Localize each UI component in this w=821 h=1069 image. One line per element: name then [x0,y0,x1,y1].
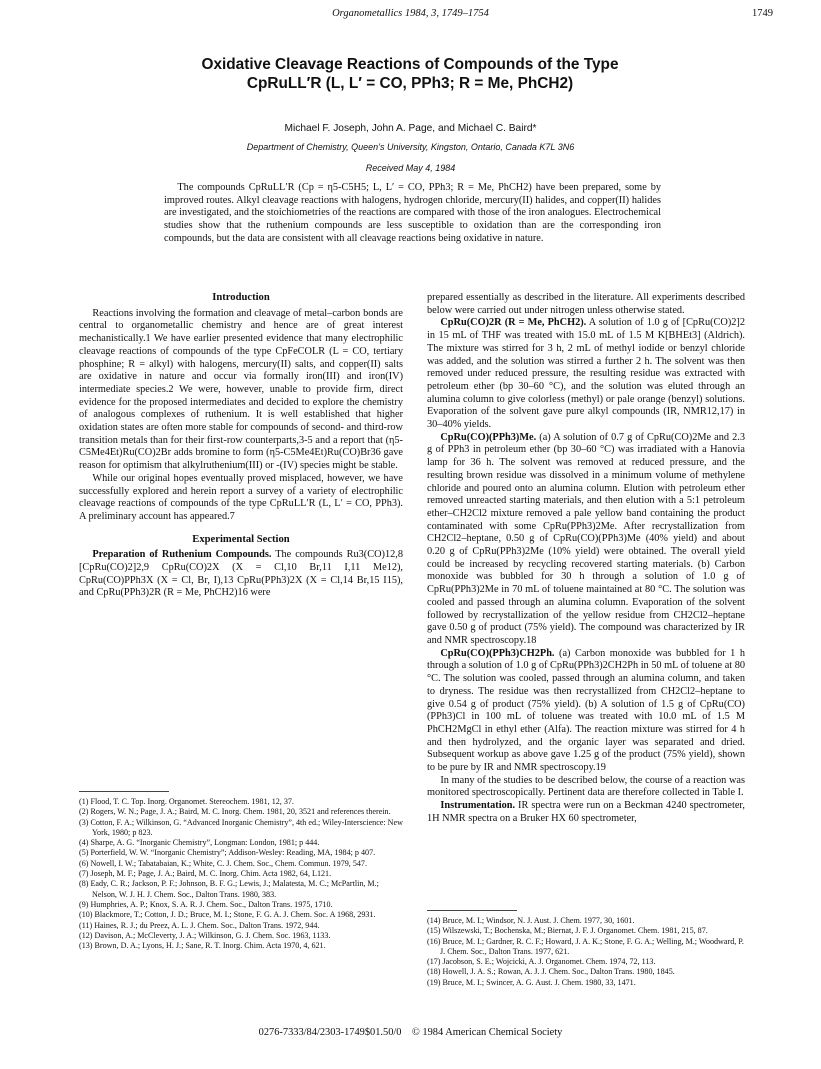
footnote-entry: (6) Nowell, I. W.; Tabatabaian, K.; White, C. J. Chem. Soc., Chem. Commun. 1979, 547. [79,858,368,868]
footnote-entry: (15) Wilszewski, T.; Bochenska, M.; Biernat, J. F. J. Organomet. Chem. 1981, 215, 87. [427,926,708,936]
footnote-entry: (1) Flood, T. C. Top. Inorg. Organomet. Stereochem. 1981, 12, 37. [79,797,294,806]
procedure-heading-1: CpRu(CO)2R (R = Me, PhCH2). [440,317,587,329]
title-line-1: Oxidative Cleavage Reactions of Compounds of the Type [201,56,619,73]
preparation-text: The compounds Ru3(CO)12,8 [CpRu(CO)2]2,9 CpRu(CO)2X (X = Cl,10 Br,11 I,11 Me12), CpRu(CO)PPh3X (X = Cl, Br, I),13 CpRu(PPh3)2X (X = Cl,14 Br,15 I15), and CpRu(PPh3)2R (R = Me, PhCH2)16 were [79,549,403,599]
left-column [79,292,403,600]
title-line-2: CpRuLL′R (L, L′ = CO, PPh3; R = Me, PhCH2) [246,75,574,92]
page-number: 1749 [752,8,773,19]
instrumentation-paragraph [427,800,745,825]
abstract [164,182,661,246]
footnote-rule-right [427,910,517,911]
footnote-entry: (3) Cotton, F. A.; Wilkinson, G. “Advanced Inorganic Chemistry”, 4th ed.; Wiley-Interscience: New York, 1980; p 823. [79,817,403,837]
footnote-entry: (16) Bruce, M. I.; Gardner, R. C. F.; Howard, J. A. K.; Stone, F. G. A.; Welling, M.; Woodward, P. J. Chem. Soc., Dalton Trans. 1977, 621. [427,936,744,956]
right-column [427,292,745,826]
procedure-cpru-co2r [427,317,745,431]
abstract-text: The compounds CpRuLL′R (Cp = η5-C5H5; L, L′ = CO, PPh3; R = Me, PhCH2) have been prepared, some by improved routes. Alkyl cleavage reactions with halogens, hydrogen chloride, mercury(II) halides, and copper(II) halides are investigated, and the stoichiometries of the reactions are compared with those of the iron analogues. Electrochemical studies show that the ruthenium compounds are less susceptible to oxidation than are the corresponding iron compounds, but the data are consistent with all cleavage reactions being oxidative in nature. [164,182,661,244]
footnotes-right [427,916,745,988]
footnote-entry: (14) Bruce, M. I.; Windsor, N. J. Aust. J. Chem. 1977, 30, 1601. [427,916,635,925]
author-list: Michael F. Joseph, John A. Page, and Michael C. Baird* [284,123,537,134]
instrumentation-subheading: Instrumentation. [440,800,516,812]
copyright-notice: © 1984 American Chemical Society [411,1027,563,1038]
experimental-continuation: prepared essentially as described in the literature. All experiments described below were carried out under nitrogen unless otherwise stated. [427,292,745,316]
intro-paragraph-2: While our original hopes eventually proved misplaced, however, we have successfully explored and herein report a survey of a variety of electrophilic cleavage reactions of compounds of the type CpRuLL′R (L, L′ = CO, PPh3). A preliminary account has appeared.7 [79,472,403,522]
introduction-heading: Introduction [212,292,270,303]
footnote-entry: (19) Bruce, M. I.; Swincer, A. G. Aust. J. Chem. 1980, 33, 1471. [427,977,636,987]
preparation-subheading: Preparation of Ruthenium Compounds. [92,549,272,561]
received-date: Received May 4, 1984 [365,163,456,173]
intro-paragraph-1: Reactions involving the formation and cleavage of metal–carbon bonds are central to organometallic chemistry and hence are of great interest mechanistically.1 We have earlier presented evidence that many electrophilic cleavage reactions of compounds of the type CpFeCOLR (L = CO, tertiary phosphine; R = alkyl) with halogens, mercury(II) salts, and copper(II) salts are oxidative in nature and occur via formally iron(III) and iron(IV) intermediate species.2 We were, however, unable to provide firm, direct evidence for the proposed intermediates and decided to explore the chemistry of analogous complexes of ruthenium. It is well established that higher oxidation states are often more stable for compounds of second- and third-row transition metals than for their first-row counterparts,3-5 and a report that (η5-C5Me4Et)Ru(CO)2Br adds bromine to form (η5-C5Me4Et)Ru(CO)Br36 gave reason for optimism that alkylruthenium(III) or -(IV) species might be stable. [79,307,403,472]
monitoring-paragraph: In many of the studies to be described below, the course of a reaction was monitored spectroscopically. Pertinent data are therefore collected in Table I. [427,774,745,799]
footnote-entry: (2) Rogers, W. N.; Page, J. A.; Baird, M. C. Inorg. Chem. 1981, 20, 3521 and references therein. [79,807,391,817]
journal-citation: Organometallics 1984, 3, 1749–1754 [332,8,489,19]
experimental-heading: Experimental Section [192,533,290,545]
footnote-entry: (9) Humphries, A. P.; Knox, S. A. R. J. Chem. Soc., Dalton Trans. 1975, 1710. [79,899,333,909]
procedure-text-2: (a) A solution of 0.7 g of CpRu(CO)2Me and 2.3 g of PPh3 in petroleum ether (bp 30–60 °C) was irradiated with a Hanovia lamp for 36 h. The solvent was removed at reduced pressure, and the resulting brown residue was dissolved in a minimum volume of methylene chloride and poured onto an alumina column. Elution with petroleum ether removed unreacted starting materials, and then elution with a 5:1 petroleum ether–CH2Cl2 mixture removed a pale yellow band containing the product contaminated with some CpRu(PPh3)2Me. After recrystallization from CH2Cl2–heptane, 0.50 g of CpRu(CO)(PPh3)Me (40% yield) and about 0.20 g of CpRu(PPh3)2Me (10% yield) were obtained. The overall yield could be increased by recycling recovered starting materials. (b) Carbon monoxide was bubbled for 30 h through a solution of 1.0 g of CpRu(PPh3)2Me in 70 mL of toluene maintained at 80 °C. The solution was cooled and passed through an alumina column. Evaporation of the solvent followed by recrystallization of the yellow residue from CH2Cl2–heptane gave 0.50 g of product (75% yield). The compound was characterized by IR and NMR spectroscopy.18 [427,431,745,646]
footnote-rule-left [79,791,169,792]
footnote-entry: (8) Eady, C. R.; Jackson, P. F.; Johnson, B. F. G.; Lewis, J.; Malatesta, M. C.; McPartlin, M.; Nelson, W. J. H. J. Chem. Soc., Dalton Trans. 1980, 383. [79,879,379,899]
preparation-paragraph [79,549,403,600]
footnote-entry: (17) Jacobson, S. E.; Wojcicki, A. J. Organomet. Chem. 1974, 72, 113. [427,957,656,967]
article-title [60,55,760,93]
footnote-entry: (7) Joseph, M. F.; Page, J. A.; Baird, M. C. Inorg. Chim. Acta 1982, 64, L121. [79,869,332,879]
procedure-text-3: (a) Carbon monoxide was bubbled for 1 h through a solution of 1.0 g of CpRu(PPh3)2CH2Ph in 50 mL of toluene at 80 °C. The solution was cooled, passed through an alumina column, and taken to dryness. The residue was then recrystallized from CH2Cl2–heptane to give 0.54 g of product (75% yield). (b) A solution of 1.5 g of CpRu(CO)(PPh3)Cl in 100 mL of toluene was treated with 10.0 mL of 1.5 M PhCH2MgCl in ethyl ether (Alfa). The reaction mixture was stirred for 4 h and then hydrolyzed, and the organic layer was separated and dried. Subsequent workup as above gave 1.25 g of the product (75% yield), shown to be pure by IR and NMR spectroscopy.19 [427,647,745,774]
procedure-text-1: A solution of 1.0 g of [CpRu(CO)2]2 in 15 mL of THF was treated with 15.0 mL of 1.5 M K[BHEt3] (Aldrich). The mixture was stirred for 3 h, 2 mL of methyl iodide or benzyl chloride was added, and the solution was stirred a further 2 h. The solvent was then removed under reduced pressure, the resulting residue was extracted with petroleum ether (bp 30–60 °C), and the solution was eluted through an alumina column to give colorless (methyl) or pale orange (benzyl) solutions. Evaporation of the solvent gave pure alkyl compounds (IR, NMR12,17) in 30–40% yields. [427,317,745,431]
footnotes-left [79,797,403,951]
affiliation: Department of Chemistry, Queen’s University, Kingston, Ontario, Canada K7L 3N6 [246,142,575,152]
footnote-entry: (11) Haines, R. J.; du Preez, A. L. J. Chem. Soc., Dalton Trans. 1972, 944. [79,920,320,930]
footnote-entry: (4) Sharpe, A. G. “Inorganic Chemistry”, Longman: London, 1981; p 444. [79,838,320,848]
footnote-entry: (5) Porterfield, W. W. “Inorganic Chemistry”; Addison-Wesley: Reading, MA, 1984; p 407. [79,848,376,858]
footnote-entry: (12) Davison, A.; McCleverty, J. A.; Wilkinson, G. J. Chem. Soc. 1963, 1133. [79,930,331,940]
procedure-heading-3: CpRu(CO)(PPh3)CH2Ph. [440,647,555,659]
running-header [0,8,821,24]
page-footer [0,1027,821,1038]
procedure-heading-2: CpRu(CO)(PPh3)Me. [440,431,537,443]
procedure-cpru-co-pph3-me [427,432,745,648]
footnote-entry: (10) Blackmore, T.; Cotton, J. D.; Bruce, M. I.; Stone, F. G. A. J. Chem. Soc. A 1968, 2931. [79,910,376,920]
article-code: 0276-7333/84/2303-1749$01.50/0 [258,1027,402,1038]
footnote-entry: (13) Brown, D. A.; Lyons, H. J.; Sane, R. T. Inorg. Chim. Acta 1970, 4, 621. [79,941,326,951]
instrumentation-text: IR spectra were run on a Beckman 4240 spectrometer, 1H NMR spectra on a Bruker HX 60 spectrometer, [427,800,745,824]
footnote-entry: (18) Howell, J. A. S.; Rowan, A. J. J. Chem. Soc., Dalton Trans. 1980, 1845. [427,967,675,977]
procedure-cpru-co-pph3-ch2ph [427,648,745,775]
